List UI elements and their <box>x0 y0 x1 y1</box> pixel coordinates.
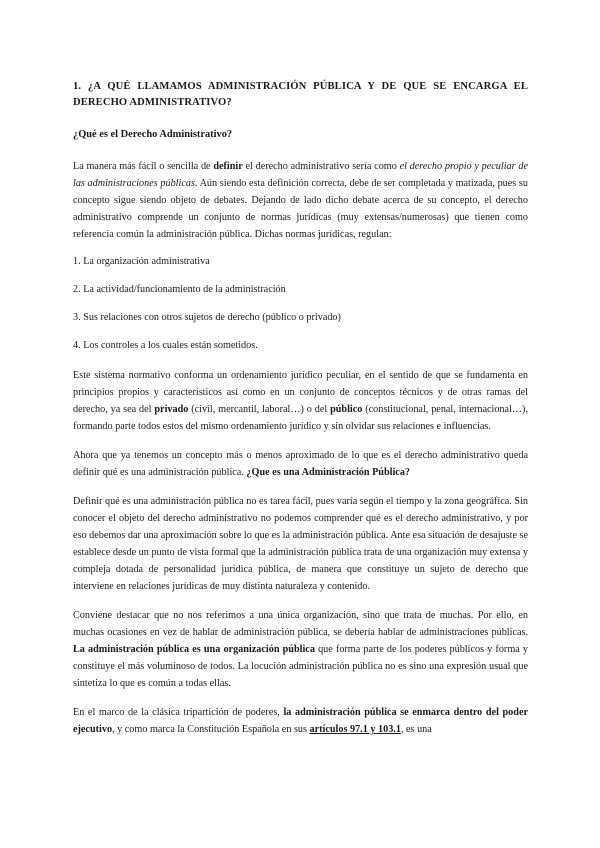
text-run: Conviene destacar que no nos referimos a una única organización, sino que trata de muchas. Por ello, en muchas ocasiones en vez de hablar de administración pública, se debería hablar de administraciones públicas. <box>73 610 528 638</box>
paragraph-normative-system <box>73 367 528 435</box>
text-run: Este sistema normativo conforma un ordenamiento jurídico peculiar, en el sentido de que se fundamenta en principios propios y característicos así como en un conjunto de conceptos técnicos y de otras ramas del derecho, ya sea del <box>73 370 528 415</box>
text-run: el derecho administrativo sería como <box>242 161 400 172</box>
bold-text: La administración pública es una organización pública <box>73 644 315 655</box>
bold-text: privado <box>154 404 189 415</box>
subheading: ¿Qué es el Derecho Administrativo? <box>73 129 233 140</box>
bold-text: la administración pública se enmarca dentro del poder ejecutivo <box>73 707 528 735</box>
bold-text: definir <box>213 161 243 172</box>
list-item: 1. La organización administrativa <box>73 256 210 267</box>
bold-underlined-text: artículos 97.1 y 103.1 <box>309 724 401 735</box>
text-run: , y como marca la Constitución Española en sus <box>112 724 310 735</box>
text-run: (civil, mercantil, laboral…) o del <box>188 404 331 415</box>
list-item: 2. La actividad/funcionamiento de la administración <box>73 284 286 295</box>
bold-text: ¿Que es una Administración Pública? <box>246 467 411 478</box>
document-body <box>73 79 528 750</box>
text-run: que forma parte de los poderes públicos y forma y constituye el más voluminoso de todos. La locución administración pública no es sino una expresión usual que sintetiza lo que es común a todas ellas. <box>73 644 529 689</box>
list-item: 4. Los controles a los cuales están sometidos. <box>73 340 258 351</box>
paragraph-definition <box>73 158 528 243</box>
text-run: (constitucional, penal, internacional…), formando parte todos estos del mismo ordenamiento jurídico y sin olvidar sus relaciones e influencias. <box>73 404 528 432</box>
text-run: . Aún siendo esta definición correcta, debe de ser completada y matizada, pues su concepto sigue siendo objeto de debates. Dejando de lado dicho debate acerca de su concepto, el derecho administrativo comprende un conjunto de normas jurídicas (muy extensas/numerosas) que tienen como referencia común la administración pública. Dichas normas jurídicas, regulan: <box>73 178 528 240</box>
text-run: La manera más fácil o sencilla de <box>73 161 214 172</box>
bold-text: público <box>330 404 363 415</box>
paragraph-transition <box>73 447 528 481</box>
text-run: Ahora que ya tenemos un concepto más o menos aproximado de lo que es el derecho administrativo queda definir qué es una administración pública. <box>73 450 528 478</box>
paragraph-executive-power <box>73 704 528 738</box>
italic-text: el derecho propio y peculiar de las administraciones públicas <box>73 161 528 189</box>
paragraph-organizations <box>73 607 528 692</box>
paragraph-public-administration: Definir qué es una administración pública no es tarea fácil, pues varía según el tiempo y la zona geográfica. Sin conocer el objeto del derecho administrativo no podemos comprender qué es el derecho administrativo, y por eso debemos dar una aproximación sobre lo que es la administración pública. Ante esa situación de desajuste se establece desde un punto de vista formal que la administración pública trata de una organización muy extensa y compleja dotada de personalidad jurídica pública, de manera que constituye un sujeto de derecho que interviene en relaciones jurídicas de muy distinta naturaleza y contenido. <box>73 496 528 592</box>
text-run: , es una <box>400 724 432 735</box>
section-heading: 1. ¿A QUÉ LLAMAMOS ADMINISTRACIÓN PÚBLICA Y DE QUE SE ENCARGA EL DERECHO ADMINISTRATIVO? <box>73 81 528 108</box>
list-item: 3. Sus relaciones con otros sujetos de derecho (público o privado) <box>73 312 341 323</box>
text-run: En el marco de la clásica tripartición de poderes, <box>73 707 284 718</box>
